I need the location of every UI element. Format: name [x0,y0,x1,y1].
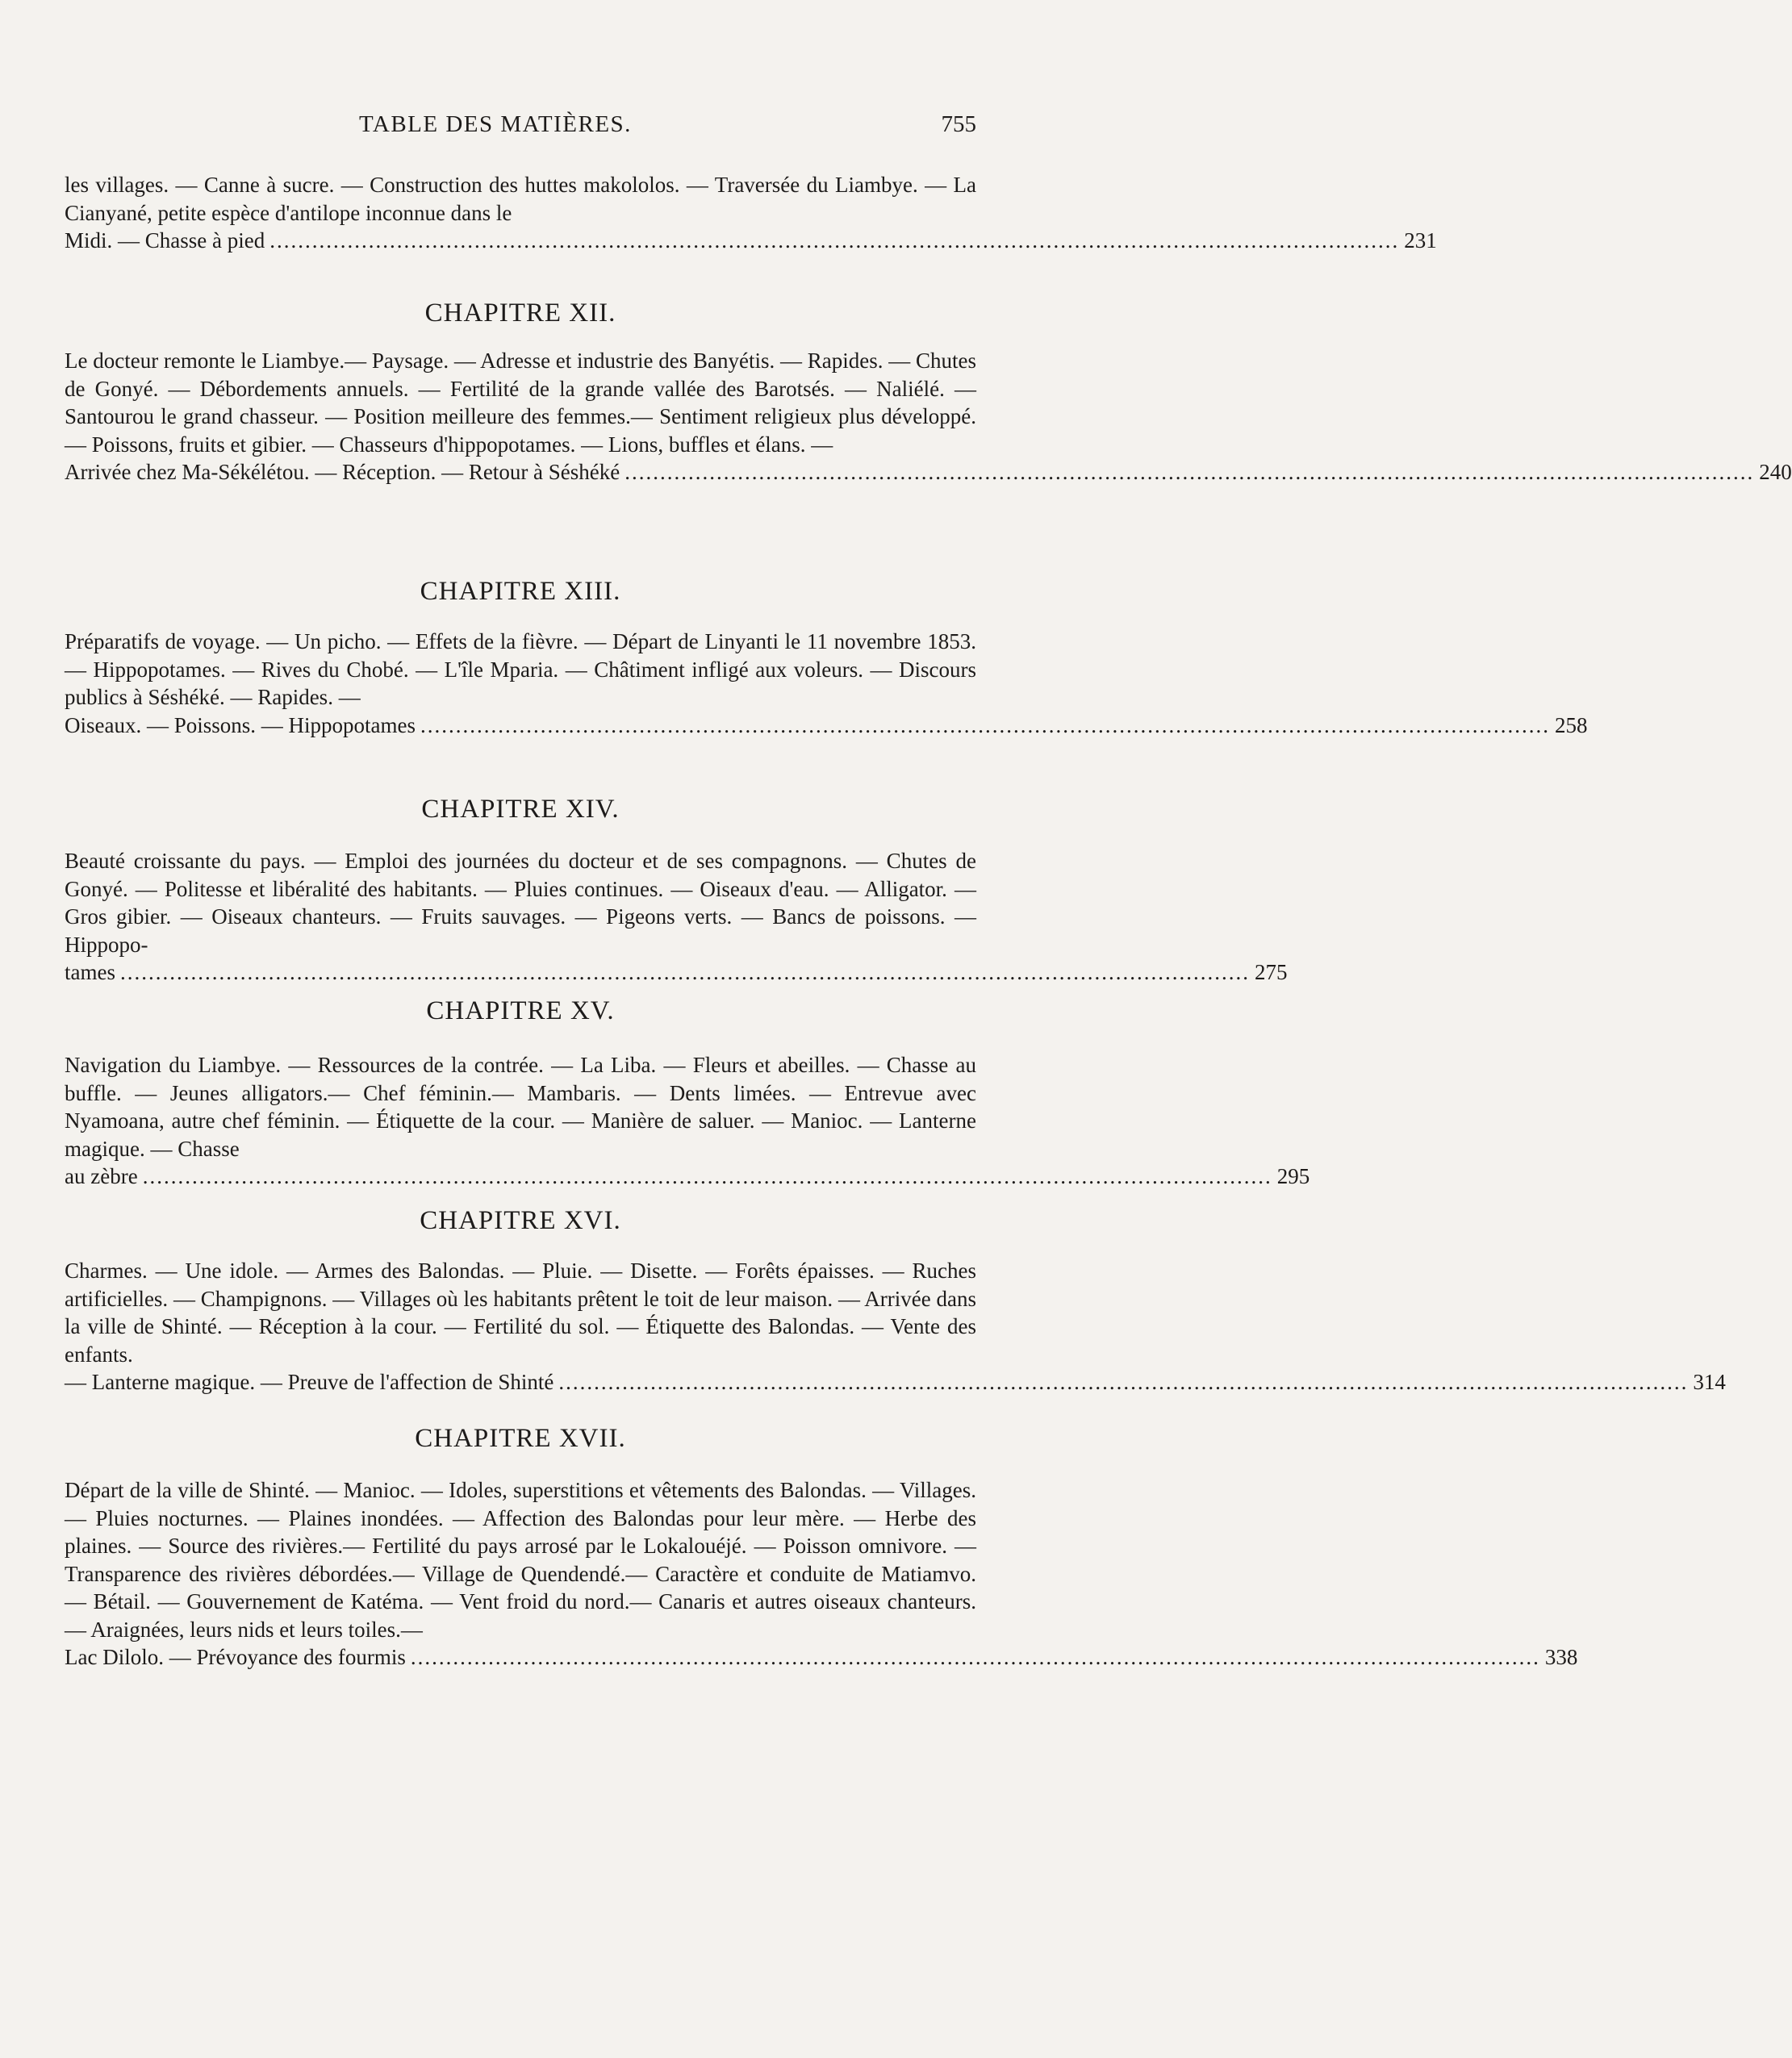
entry-page-ref: 231 [1404,228,1437,253]
chapter-heading-xvi: CHAPITRE XVI. [420,1206,621,1235]
toc-entry-chapter-xvii [65,1476,1578,1672]
entry-body: les villages. — Canne à sucre. — Construction des huttes makololos. — Traversée du Liambye. — La Cianyané, petite espèce d'antilope inconnue dans le [65,173,976,225]
entry-last-line: Midi. — Chasse à pied [65,228,265,253]
entry-body: Beauté croissante du pays. — Emploi des journées du docteur et de ses compagnons. — Chutes de Gonyé. — Politesse et libéralité des habitants. — Pluies continues. — Oiseaux d'eau. — Alligator. — Gros gibier. — Oiseaux chanteurs. — Fruits sauvages. — Pigeons verts. — Bancs de poissons. — Hippopo- [65,849,976,957]
toc-entry-chapter-xii [65,347,1792,486]
toc-entry-chapter-xiii [65,628,1588,739]
entry-last-line: Arrivée chez Ma-Sékélétou. — Réception. — Retour à Séshéké [65,460,620,484]
entry-body: Navigation du Liambye. — Ressources de la contrée. — La Liba. — Fleurs et abeilles. — Chasse au buffle. — Jeunes alligators.— Chef féminin.— Mambaris. — Dents limées. — Entrevue avec Nyamoana, autre chef féminin. — Étiquette de la cour. — Manière de saluer. — Manioc. — Lanterne magique. — Chasse [65,1053,976,1161]
entry-page-ref: 240 [1759,460,1792,484]
entry-body: Charmes. — Une idole. — Armes des Balondas. — Pluie. — Disette. — Forêts épaisses. — Ruches artificielles. — Champignons. — Villages où les habitants prêtent le toit de leur maison. — Arrivée dans la ville de Shinté. — Réception à la cour. — Fertilité du sol. — Étiquette des Balondas. — Vente des enfants. [65,1259,976,1367]
entry-page-ref: 295 [1276,1164,1310,1188]
chapter-heading-xiv: CHAPITRE XIV. [421,795,620,824]
chapter-heading-xvii: CHAPITRE XVII. [415,1424,626,1453]
dot-leader: ................................................................................................................................................................ [420,712,1550,737]
entry-last-line: Lac Dilolo. — Prévoyance des fourmis [65,1645,406,1669]
running-title: TABLE DES MATIÈRES. [359,111,632,137]
toc-entry-chapter-xvi [65,1257,1726,1396]
entry-leader-line [65,458,1792,486]
entry-last-line: Oiseaux. — Poissons. — Hippopotames [65,712,416,737]
dot-leader: ................................................................................................................................................................ [119,960,1250,984]
entry-last-line: — Lanterne magique. — Preuve de l'affection de Shinté [65,1370,554,1394]
page-number: 755 [941,111,976,137]
dot-leader: ................................................................................................................................................................ [142,1164,1272,1188]
entry-body: Départ de la ville de Shinté. — Manioc. — Idoles, superstitions et vêtements des Balondas. — Villages. — Pluies nocturnes. — Plaines inondées. — Affection des Balondas pour leur mère. — Herbe des plaines. — Source des rivières.— Fertilité du pays arrosé par le Lokalouéjé. — Poisson omnivore. — Transparence des rivières débordées.— Village de Quendendé.— Caractère et conduite de Matiamvo. — Bétail. — Gouvernement de Katéma. — Vent froid du nord.— Canaris et autres oiseaux chanteurs. — Araignées, leurs nids et leurs toiles.— [65,1478,976,1642]
toc-entry-continuation [65,171,1437,255]
chapter-heading-xiii: CHAPITRE XIII. [420,577,621,606]
dot-leader: ................................................................................................................................................................ [410,1645,1540,1669]
dot-leader: ................................................................................................................................................................ [624,460,1755,484]
entry-page-ref: 275 [1254,960,1288,984]
entry-leader-line [65,1163,1310,1191]
chapter-heading-xii: CHAPITRE XII. [424,298,616,328]
entry-leader-line [65,227,1437,255]
entry-last-line: tames [65,960,115,984]
entry-leader-line [65,1368,1726,1396]
page-header [65,111,976,144]
entry-body: Préparatifs de voyage. — Un picho. — Effets de la fièvre. — Départ de Linyanti le 11 novembre 1853. — Hippopotames. — Rives du Chobé. — L'île Mparia. — Châtiment infligé aux voleurs. — Discours publics à Séshéké. — Rapides. — [65,629,976,709]
entry-last-line: au zèbre [65,1164,138,1188]
entry-leader-line [65,712,1588,740]
entry-page-ref: 314 [1693,1370,1726,1394]
toc-entry-chapter-xv [65,1051,1310,1191]
toc-entry-chapter-xiv [65,847,1288,987]
dot-leader: ................................................................................................................................................................ [558,1370,1689,1394]
entry-page-ref: 258 [1555,712,1588,737]
chapter-heading-xv: CHAPITRE XV. [426,996,615,1025]
entry-leader-line [65,958,1288,987]
entry-page-ref: 338 [1544,1645,1578,1669]
entry-leader-line [65,1643,1578,1672]
dot-leader: ................................................................................................................................................................ [269,228,1400,253]
entry-body: Le docteur remonte le Liambye.— Paysage. — Adresse et industrie des Banyétis. — Rapides. — Chutes de Gonyé. — Débordements annuels. — Fertilité de la grande vallée des Barotsés. — Naliélé. — Santourou le grand chasseur. — Position meilleure des femmes.— Sentiment religieux plus développé.— Poissons, fruits et gibier. — Chasseurs d'hippopotames. — Lions, buffles et élans. — [65,349,976,457]
